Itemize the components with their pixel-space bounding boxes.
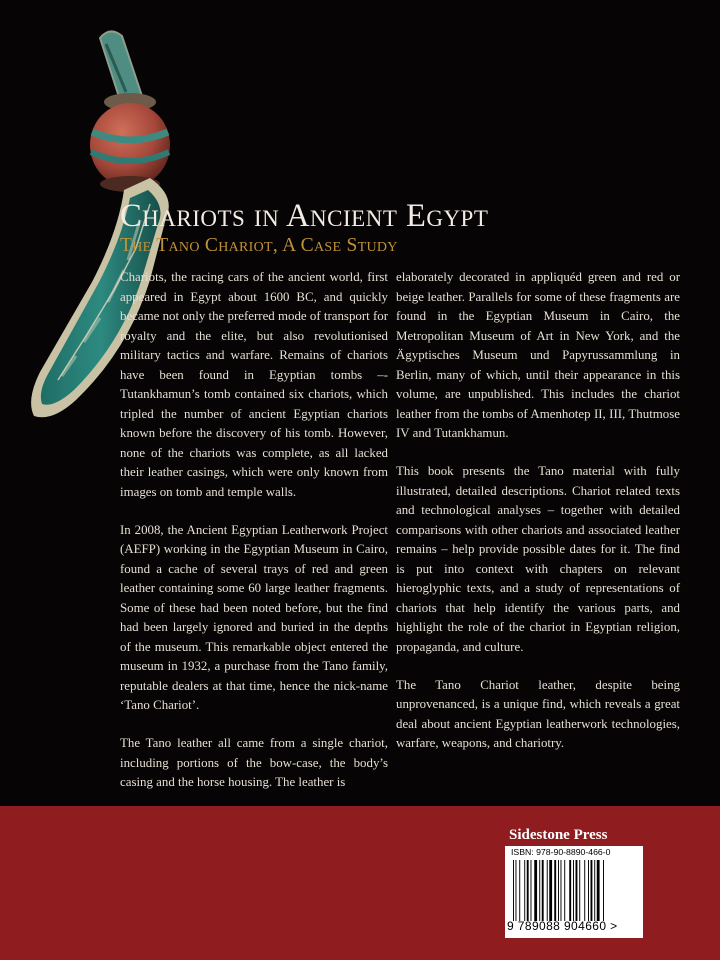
- barcode-box: [505, 846, 643, 938]
- book-title: Chariots in Ancient Egypt: [120, 198, 489, 234]
- publisher-name: Sidestone Press: [509, 827, 608, 843]
- isbn-label: ISBN: 978-90-8890-466-0: [511, 847, 611, 857]
- paragraph: Chariots, the racing cars of the ancient world, first appeared in Egypt about 1600 BC, and quickly became not only the preferred mode of transport for royalty and the elite, but also revolutionised military tactics and warfare. Remains of chariots have been found in Egyptian tombs –- Tutankhamun’s tomb contained six chariots, which tripled the number of ancient Egyptian chariots known before the discovery of his tomb. However, none of the chariots was complete, as all lacked their leather casings, which were only known from images on tomb and temple walls.: [120, 270, 388, 499]
- book-subtitle: The Tano Chariot, A Case Study: [120, 235, 398, 256]
- barcode-digits: 9 789088 904660 >: [507, 919, 618, 933]
- barcode-icon: [513, 860, 637, 921]
- text-column-right: [396, 268, 680, 772]
- paragraph: The Tano leather all came from a single chariot, including portions of the bow-case, the body’s casing and the horse housing. The leather is: [120, 736, 388, 789]
- paragraph: In 2008, the Ancient Egyptian Leatherwork Project (AEFP) working in the Egyptian Museum in Cairo, found a cache of several trays of red and green leather containing some 60 large leather fragments. Some of these had been noted before, but the find had been largely ignored and buried in the depths of the museum. This remarkable object entered the museum in 1932, a purchase from the Tano family, reputable dealers at that time, hence the nick-name ‘Tano Chariot’.: [120, 522, 388, 712]
- paragraph: This book presents the Tano material with fully illustrated, detailed descriptions. Chariot related texts and technological analyses – together with detailed comparisons with other chariots and associated leather remains – help provide possible dates for it. The find is put into context with chapters on relevant hieroglyphic texts, and a study of representations of chariots that help identify the various parts, and highlight the role of the chariot in Egyptian religion, propaganda, and culture.: [396, 464, 680, 654]
- text-column-left: [120, 268, 388, 806]
- paragraph: The Tano Chariot leather, despite being unprovenanced, is a unique find, which reveals a great deal about ancient Egyptian leatherwork technologies, warfare, weapons, and chariotry.: [396, 677, 680, 750]
- paragraph: elaborately decorated in appliquéd green and red or beige leather. Parallels for some of these fragments are found in the Egyptian Museum in Cairo, the Metropolitan Museum of Art in New York, and the Ägyptisches Museum und Papyrussammlung in Berlin, many of which, until their appearance in this volume, are unpublished. This includes the chariot leather from the tombs of Amenhotep II, III, Thutmose IV and Tutankhamun.: [396, 270, 680, 440]
